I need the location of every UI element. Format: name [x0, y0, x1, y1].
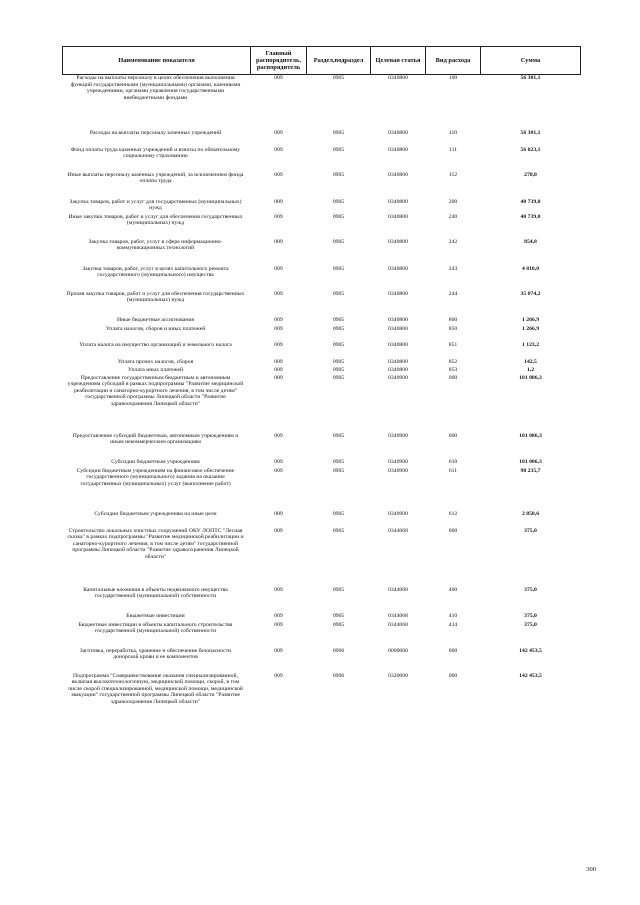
cell-target: 0340800 [388, 129, 408, 136]
cell-razdel: 0905 [332, 458, 345, 465]
cell-razdel: 0905 [332, 586, 345, 593]
cell-sum: 98 235,7 [520, 467, 541, 474]
cell-sum: 375,0 [524, 586, 537, 593]
cell-target: 0340900 [388, 510, 408, 517]
cell-target: 0340800 [388, 75, 408, 81]
cell-grbs: 009 [274, 672, 283, 679]
table-row [63, 359, 581, 367]
cell-sum: 854,8 [524, 238, 537, 245]
cell-name: Уплата налога на имущество организаций и земельного налога [79, 341, 232, 348]
table-row [63, 528, 581, 587]
cell-name: Закупка товаров, работ и услуг для государственных (муниципальных) нужд [69, 198, 242, 211]
table-body [63, 75, 581, 733]
cell-sum: 1 266,9 [521, 325, 540, 332]
cell-sum: 40 739,0 [520, 198, 541, 205]
cell-target: 0340900 [388, 432, 408, 439]
cell-target: 0340800 [388, 341, 408, 348]
cell-grbs: 009 [274, 510, 283, 517]
cell-expense-type: 243 [448, 265, 458, 272]
cell-grbs: 009 [274, 621, 283, 628]
cell-sum: 56 301,1 [520, 129, 541, 136]
column-header-name: Наименование показателя [63, 47, 251, 75]
cell-grbs: 009 [274, 171, 283, 178]
table-row [63, 317, 581, 326]
cell-name: Иные бюджетные ассигнования [116, 316, 195, 323]
cell-grbs: 009 [274, 213, 283, 220]
cell-target: 0340800 [388, 171, 408, 178]
cell-razdel: 0905 [332, 374, 345, 381]
cell-razdel: 0905 [332, 238, 345, 245]
cell-target: 0344068 [388, 612, 408, 619]
cell-expense-type: 400 [448, 586, 458, 593]
cell-sum: 35 074,2 [520, 290, 541, 297]
cell-sum: 142,5 [524, 358, 537, 365]
cell-expense-type: 851 [448, 341, 458, 348]
cell-razdel: 0905 [332, 325, 345, 332]
cell-target: 0340800 [388, 238, 408, 245]
cell-expense-type: 850 [448, 325, 458, 332]
cell-expense-type: 410 [448, 612, 458, 619]
cell-razdel: 0905 [332, 612, 345, 619]
cell-grbs: 009 [274, 325, 283, 332]
cell-target: 0344068 [388, 586, 408, 593]
cell-expense-type: 112 [448, 171, 458, 178]
table-row [63, 433, 581, 459]
cell-expense-type: 414 [448, 621, 458, 628]
cell-razdel: 0905 [332, 146, 345, 153]
cell-grbs: 009 [274, 146, 283, 153]
cell-razdel: 0905 [332, 198, 345, 205]
table-row [63, 459, 581, 468]
cell-grbs: 009 [274, 586, 283, 593]
cell-razdel: 0905 [332, 621, 345, 628]
cell-name: Уплата иных платежей [127, 366, 184, 373]
table-row [63, 468, 581, 511]
cell-sum: 2 850,6 [521, 510, 540, 517]
table-row [63, 239, 581, 266]
table-header-row [63, 47, 581, 75]
table-row [63, 214, 581, 239]
cell-name: Расходы на выплаты персоналу в целях обеспечения выполнения функций государственными (муниципальными) органами, казенными учреждениями, органами управления государственными внебюджетными фондами [70, 75, 241, 101]
cell-expense-type: 240 [448, 213, 458, 220]
cell-target: 0340800 [388, 198, 408, 205]
cell-grbs: 009 [274, 316, 283, 323]
cell-sum: 1 123,2 [521, 341, 540, 348]
cell-grbs: 009 [274, 527, 283, 534]
cell-target: 0340900 [388, 458, 408, 465]
cell-name: Иные закупки товаров, работ и услуг для обеспечения государственных (муниципальных) нужд [68, 213, 243, 226]
cell-sum: 101 086,3 [519, 374, 542, 381]
cell-sum: 4 810,0 [521, 265, 540, 272]
cell-name: Фонд оплаты труда казенных учреждений и взносы по обязательному социальному страхованию [70, 146, 241, 159]
table-row [63, 130, 581, 147]
cell-razdel: 0905 [332, 358, 345, 365]
cell-razdel: 0905 [332, 265, 345, 272]
cell-name: Строительство локальных очистных сооружений ОКУ ЛОПТС "Лесная сказка" в рамках подпрограммы "Развитие медицинской реабилитации и санаторно-курортного лечения, в том числе детям" государственной программы Липецкой области "Развитие здравоохранения Липецкой области" [67, 527, 244, 560]
table-row [63, 673, 581, 733]
cell-razdel: 0906 [332, 647, 345, 654]
table-row [63, 199, 581, 214]
table-row [63, 342, 581, 359]
cell-name: Подпрограмма "Совершенствование оказания специализированной, включая высокотехнологичную, медицинской помощи, скорой, в том числе скорой специализированной, медицинской помощи, медицинской эвакуации" государственной программы Липецкой области "Развитие здравоохранения Липецкой области" [68, 672, 243, 705]
table-row [63, 622, 581, 648]
cell-expense-type: 200 [448, 198, 458, 205]
table-row [63, 367, 581, 375]
cell-target: 0340900 [388, 467, 408, 474]
cell-name: Субсидии бюджетным учреждениям [111, 458, 200, 465]
cell-razdel: 0905 [332, 213, 345, 220]
cell-sum: 40 739,0 [520, 213, 541, 220]
cell-expense-type: 800 [448, 316, 458, 323]
cell-expense-type: 000 [448, 374, 458, 381]
cell-target: 0340900 [388, 374, 408, 381]
cell-expense-type: 000 [448, 647, 458, 654]
cell-expense-type: 610 [448, 458, 458, 465]
cell-target: 0340800 [388, 290, 408, 297]
cell-expense-type: 244 [448, 290, 458, 297]
cell-razdel: 0905 [332, 366, 345, 373]
cell-target: 0344068 [388, 621, 408, 628]
cell-grbs: 009 [274, 366, 283, 373]
cell-razdel: 0905 [332, 316, 345, 323]
cell-target: 0340800 [388, 325, 408, 332]
cell-target: 0340800 [388, 213, 408, 220]
table-row [63, 266, 581, 291]
cell-name: Расходы на выплаты персоналу казенных учреждений [89, 129, 222, 136]
cell-target: 0340800 [388, 316, 408, 323]
cell-name: Субсидии бюджетным учреждениям на иные цели [94, 510, 217, 517]
table-row [63, 147, 581, 172]
cell-sum: 1 266,9 [521, 316, 540, 323]
column-header-sum: Сумма [481, 47, 581, 75]
cell-expense-type: 853 [448, 366, 458, 373]
cell-target: 0340800 [388, 146, 408, 153]
cell-name: Предоставление государственным бюджетным и автономным учреждениям субсидий в рамках подпрограммы "Развитие медицинской реабилитации и санаторно-курортного лечения, в том числе детям" государственной программы Липецкой области "Развитие здравоохранения Липецкой области" [67, 374, 244, 407]
cell-razdel: 0905 [332, 75, 345, 81]
cell-target: 0340800 [388, 358, 408, 365]
cell-name: Бюджетные инвестиции в объекты капитального строительства государственной (муниципальной) собственности [78, 621, 233, 634]
cell-expense-type: 611 [448, 467, 458, 474]
cell-razdel: 0905 [332, 290, 345, 297]
cell-target: 0340800 [388, 366, 408, 373]
cell-name: Капитальные вложения в объекты недвижимого имущества государственной (муниципальной) собственности [83, 586, 228, 599]
cell-razdel: 0905 [332, 129, 345, 136]
cell-grbs: 009 [274, 467, 283, 474]
cell-sum: 101 086,3 [519, 432, 542, 439]
cell-sum: 142 453,5 [519, 672, 542, 679]
cell-target: 0344068 [388, 527, 408, 534]
table-row [63, 587, 581, 613]
budget-table [62, 46, 581, 733]
cell-sum: 56 023,1 [520, 146, 541, 153]
cell-razdel: 0905 [332, 467, 345, 474]
table-row [63, 613, 581, 622]
cell-name: Бюджетные инвестиции [126, 612, 185, 619]
cell-grbs: 009 [274, 432, 283, 439]
table-row [63, 648, 581, 673]
cell-grbs: 009 [274, 75, 283, 81]
cell-razdel: 0905 [332, 341, 345, 348]
cell-grbs: 009 [274, 458, 283, 465]
cell-razdel: 0905 [332, 432, 345, 439]
cell-grbs: 009 [274, 129, 283, 136]
cell-sum: 56 301,1 [520, 75, 541, 81]
page-number: 300 [586, 866, 596, 873]
cell-expense-type: 600 [448, 432, 458, 439]
cell-sum: 278,0 [524, 171, 537, 178]
cell-grbs: 009 [274, 238, 283, 245]
cell-name: Закупка товаров, работ, услуг в сфере информационно-коммуникационных технологий [88, 238, 223, 251]
cell-target: 0340800 [388, 265, 408, 272]
table-row [63, 172, 581, 199]
cell-name: Субсидии бюджетным учреждениям на финансовое обеспечение государственного (муниципального) задания на оказание государственных (муниципальных) услуг (выполнение работ) [76, 467, 235, 487]
cell-sum: 142 453,5 [519, 647, 542, 654]
cell-name: Уплата прочих налогов, сборов [117, 358, 194, 365]
cell-expense-type: 111 [448, 146, 458, 153]
cell-name: Заготовка, переработка, хранение и обеспечение безопасности донорской крови и ее компонентов [79, 647, 232, 660]
cell-grbs: 009 [274, 358, 283, 365]
cell-expense-type: 110 [448, 129, 458, 136]
cell-expense-type: 612 [448, 510, 458, 517]
cell-grbs: 009 [274, 374, 283, 381]
cell-razdel: 0905 [332, 510, 345, 517]
column-header-razdel: Раздел,подраздел [307, 47, 371, 75]
cell-target: 0000000 [388, 647, 408, 654]
cell-grbs: 009 [274, 265, 283, 272]
cell-sum: 101 086,3 [519, 458, 542, 465]
cell-name: Закупка товаров, работ, услуг в целях капитального ремонта государственного (муниципального) имущества [82, 265, 229, 278]
cell-name: Прочая закупка товаров, работ и услуг для обеспечения государственных (муниципальных) нужд [66, 290, 245, 303]
table-row [63, 291, 581, 317]
cell-grbs: 009 [274, 290, 283, 297]
column-header-expense-type: Вид расхода [426, 47, 481, 75]
cell-razdel: 0906 [332, 672, 345, 679]
column-header-grbs: Главный распорядитель, распорядитель [251, 47, 307, 75]
column-header-target: Целевая статья [371, 47, 426, 75]
cell-sum: 1,2 [526, 366, 535, 373]
table-row [63, 511, 581, 528]
cell-grbs: 009 [274, 341, 283, 348]
cell-grbs: 009 [274, 647, 283, 654]
cell-razdel: 0905 [332, 171, 345, 178]
cell-razdel: 0905 [332, 527, 345, 534]
cell-target: 0320000 [388, 672, 408, 679]
cell-expense-type: 000 [448, 672, 458, 679]
cell-expense-type: 000 [448, 527, 458, 534]
cell-expense-type: 852 [448, 358, 458, 365]
cell-grbs: 009 [274, 612, 283, 619]
cell-expense-type: 242 [448, 238, 458, 245]
cell-grbs: 009 [274, 198, 283, 205]
cell-expense-type: 100 [448, 75, 458, 81]
cell-sum: 375,0 [524, 527, 537, 534]
table-row [63, 326, 581, 342]
cell-name: Уплата налогов, сборов и иных платежей [105, 325, 206, 332]
table-row [63, 75, 581, 130]
cell-sum: 375,0 [524, 621, 537, 628]
cell-name: Предоставление субсидий бюджетным, автономным учреждениям и иным некоммерческим организациям [72, 432, 239, 445]
cell-sum: 375,0 [524, 612, 537, 619]
table-row [63, 375, 581, 433]
cell-name: Иные выплаты персоналу казенных учреждений, за исключением фонда оплаты труда [67, 171, 244, 184]
